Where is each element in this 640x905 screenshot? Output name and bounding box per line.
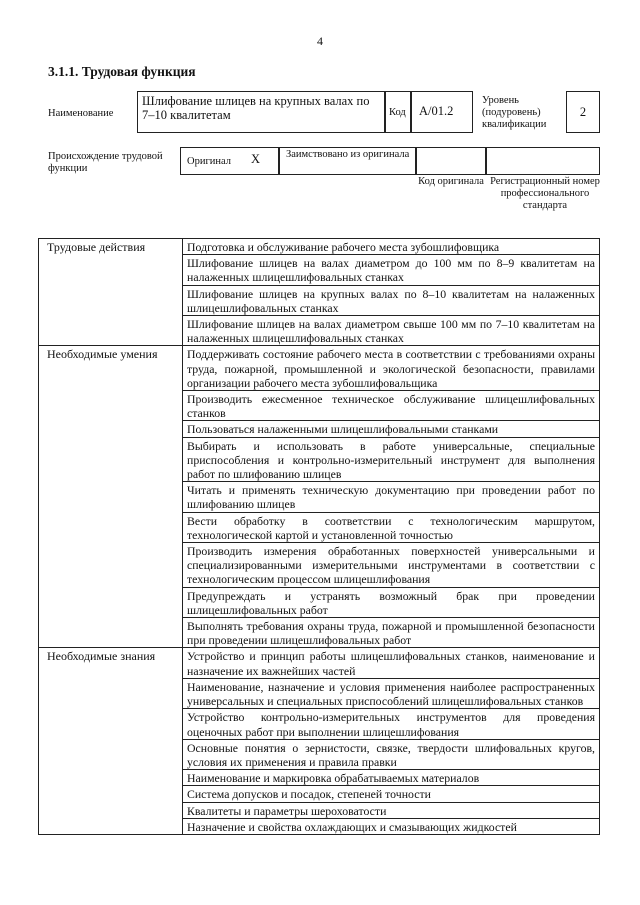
section-title-labor-actions: Трудовые действия [39, 239, 183, 346]
list-item: Шлифование шлицев на крупных валах по 8–10 квалитетам на налаженных шлицешлифовальных станках [183, 285, 600, 315]
list-item: Пользоваться налаженными шлицешлифовальными станками [183, 421, 600, 437]
origin-label: Происхождение трудовой функции [48, 151, 163, 174]
function-name-box [137, 91, 385, 133]
list-item: Устройство и принцип работы шлицешлифовальных станков, наименование и назначение их важнейших частей [183, 648, 600, 678]
list-item: Шлифование шлицев на валах диаметром до 100 мм по 8–9 квалитетам на налаженных шлицешлифовальных станках [183, 255, 600, 285]
borrowed-label: Заимствовано из оригинала [286, 149, 410, 160]
original-mark: X [251, 152, 261, 166]
list-item: Квалитеты и параметры шероховатости [183, 802, 600, 818]
section-title: 3.1.1. Трудовая функция [48, 64, 196, 79]
list-item: Система допусков и посадок, степеней точности [183, 786, 600, 802]
list-item: Выбирать и использовать в работе универсальные, специальные приспособления и контрольно-измерительный инструмент для выполнения работ по шлифованию шлицев [183, 437, 600, 482]
level-value: 2 [579, 105, 587, 119]
borrowed-cell [279, 147, 416, 175]
name-label: Наименование [48, 108, 114, 119]
code-label-cell [385, 91, 411, 133]
section-title-skills: Необходимые умения [39, 346, 183, 648]
list-item: Читать и применять техническую документацию при проведении работ по шлифованию шлицев [183, 482, 600, 512]
list-item: Назначение и свойства охлаждающих и смазывающих жидкостей [183, 818, 600, 834]
table-row [39, 239, 600, 255]
list-item: Производить ежесменное техническое обслуживание шлицешлифовальных станков [183, 391, 600, 421]
reg-number-cell [486, 147, 600, 175]
reg-number-label: Регистрационный номер профессионального стандарта [490, 176, 600, 211]
table-row [39, 346, 600, 391]
list-item: Поддерживать состояние рабочего места в соответствии с требованиями охраны труда, пожарной, промышленной и экологической безопасности, правилами организации рабочего места зубошлифовальщика [183, 346, 600, 391]
function-name-value: Шлифование шлицев на крупных валах по 7–10 квалитетам [142, 94, 370, 122]
labor-function-table [38, 238, 600, 835]
original-cell [180, 147, 279, 175]
section-title-knowledge: Необходимые знания [39, 648, 183, 834]
code-value: А/01.2 [419, 104, 454, 118]
list-item: Предупреждать и устранять возможный брак при проведении шлицешлифовальных работ [183, 587, 600, 617]
list-item: Шлифование шлицев на валах диаметром свыше 100 мм по 7–10 квалитетам на налаженных шлицешлифовальных станках [183, 316, 600, 346]
table-row [39, 648, 600, 678]
code-value-cell [411, 91, 473, 133]
list-item: Основные понятия о зернистости, связке, твердости шлифовальных кругов, условия их применения и правила правки [183, 739, 600, 769]
list-item: Подготовка и обслуживание рабочего места зубошлифовщика [183, 239, 600, 255]
list-item: Выполнять требования охраны труда, пожарной и промышленной безопасности при проведении шлицешлифовальных работ [183, 618, 600, 648]
list-item: Наименование и маркировка обрабатываемых материалов [183, 770, 600, 786]
level-label: Уровень (подуровень) квалификации [482, 95, 547, 130]
level-value-cell [566, 91, 600, 133]
page-number: 4 [317, 34, 323, 48]
code-original-cell [416, 147, 486, 175]
original-label: Оригинал [187, 156, 231, 167]
code-label: Код [389, 107, 406, 118]
code-original-label: Код оригинала [418, 176, 484, 187]
list-item: Наименование, назначение и условия применения наиболее распространенных универсальных и специальных приспособлений шлицешлифовальных станков [183, 678, 600, 708]
list-item: Вести обработку в соответствии с технологическим маршрутом, технологической картой и установленной точностью [183, 512, 600, 542]
list-item: Производить измерения обработанных поверхностей универсальными и специализированными измерительными инструментами в соответствии с технологическим процессом шлицешлифования [183, 543, 600, 588]
list-item: Устройство контрольно-измерительных инструментов для проведения оценочных работ при выполнении шлицешлифования [183, 709, 600, 739]
